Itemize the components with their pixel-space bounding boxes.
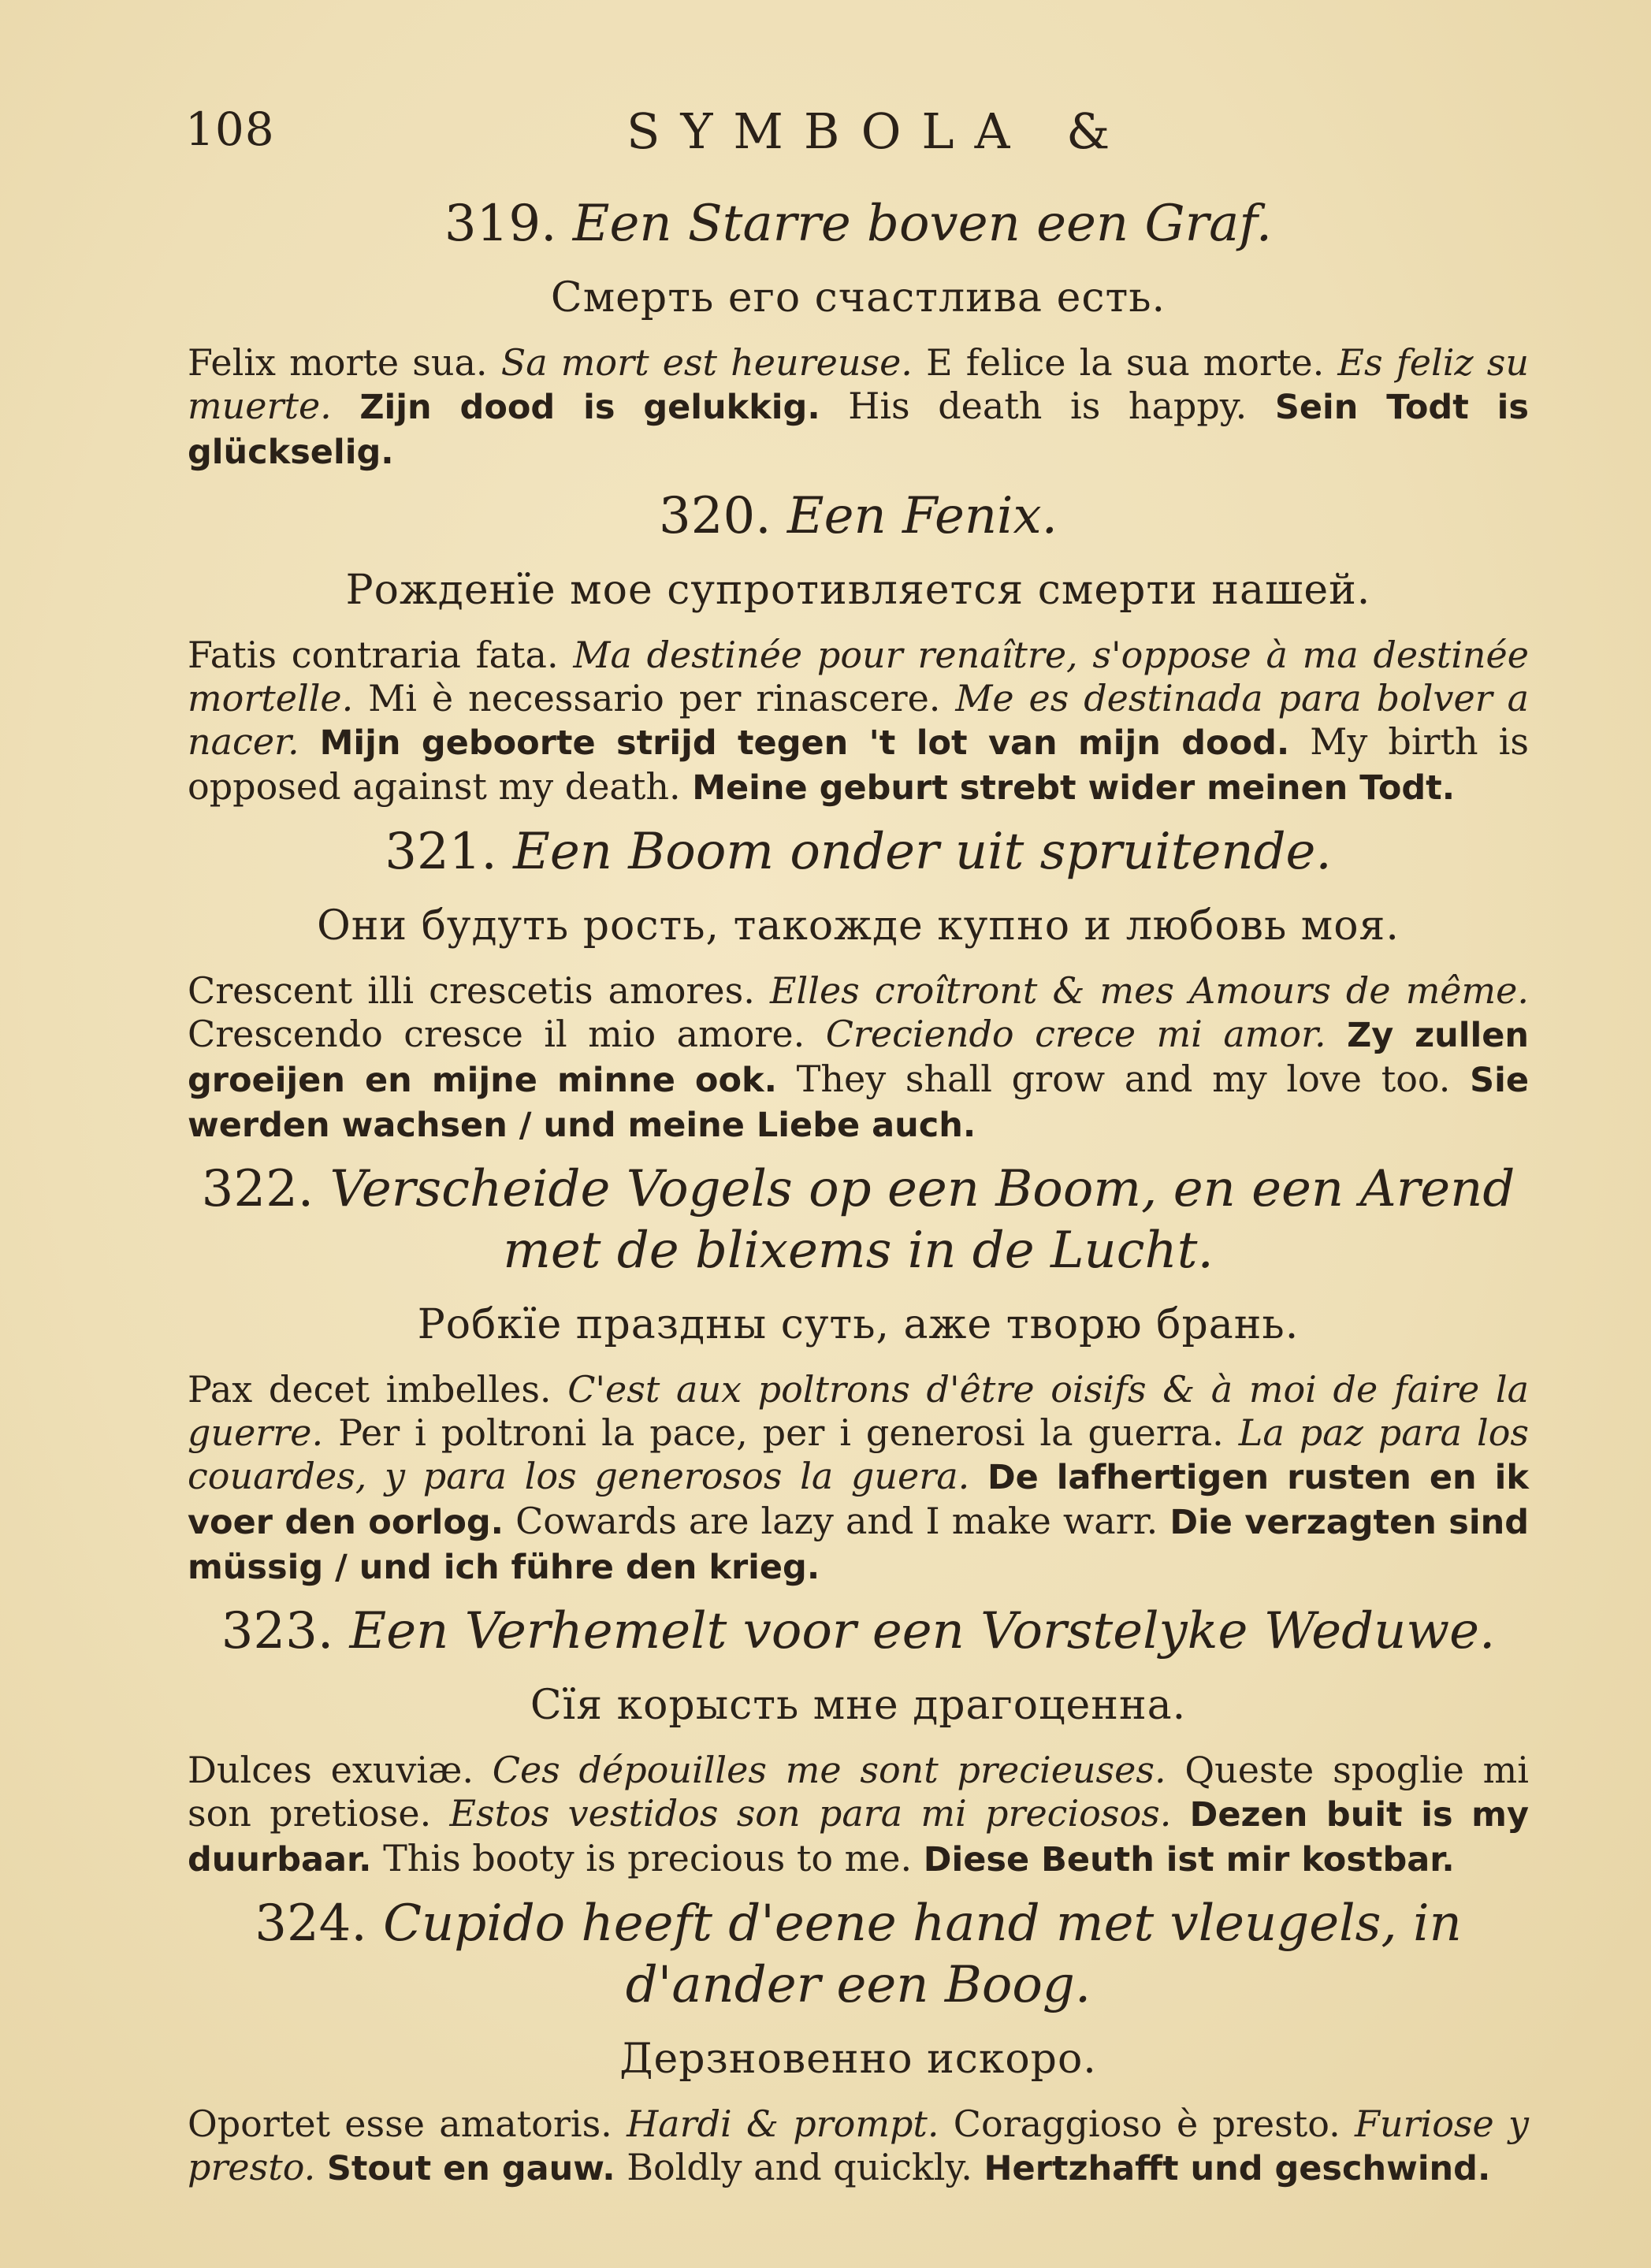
spanish-text: Creciendo crece mi amor. (825, 1013, 1326, 1055)
page-body (188, 193, 1529, 2202)
spanish-text: Me es destinada para bolver a nacer. (188, 677, 1530, 763)
emblem-heading (188, 1601, 1529, 1662)
slavonic-motto: Рожденїе мое супротивляется смерти нашей. (345, 567, 1371, 614)
emblem-heading (188, 193, 1529, 255)
page-number: 108 (185, 102, 275, 156)
emblem-title: Een Verhemelt voor een Vorstelyke Weduwe. (349, 1602, 1496, 1660)
slavonic-motto: Смерть его счастлива есть. (550, 274, 1166, 322)
german-text: Sie werden wachsen / und meine Liebe auch. (188, 1061, 1530, 1145)
italian-text: Mi è necessario per rinascere. (368, 677, 941, 719)
english-text: They shall grow and my love too. (796, 1058, 1451, 1100)
running-title: SYMBOLA & (627, 102, 1131, 160)
emblem-number: 323. (221, 1602, 334, 1660)
french-text: Ces dépouilles me sont precieuses. (492, 1749, 1166, 1791)
translations (188, 969, 1529, 1147)
latin-text: Crescent illi crescetis amores. (188, 969, 755, 1012)
slavonic-motto: Робкїе праздны суть, аже творю брань. (417, 1301, 1300, 1348)
dutch-text: Zy zullen groeijen en mijne minne ook. (188, 1016, 1530, 1100)
emblem-number: 319. (444, 195, 557, 253)
italian-text: Per i poltroni la pace, per i generosi la guerra. (338, 1411, 1224, 1454)
emblem-entry (188, 193, 1529, 474)
english-text: My birth is opposed against my death. (188, 720, 1529, 808)
emblem-number: 324. (255, 1894, 367, 1953)
french-text: Ma destinée pour renaître, s'oppose à ma destinée mortelle. (188, 634, 1530, 719)
spanish-text: La paz para los couardes, y para los generosos la guera. (188, 1411, 1530, 1497)
french-text: Sa mort est heureuse. (500, 341, 913, 384)
spanish-text: Estos vestidos son para mi preciosos. (449, 1792, 1172, 1835)
dutch-text: Dezen buit is my duurbaar. (188, 1795, 1529, 1879)
emblem-heading (188, 1893, 1529, 2016)
german-text: Hertzhafft und geschwind. (984, 2149, 1491, 2188)
slavonic-motto: Сїя корысть мне драгоценна. (530, 1682, 1187, 1729)
latin-text: Pax decet imbelles. (188, 1368, 552, 1411)
slavonic-motto: Дерзновенно искоро. (619, 2036, 1097, 2083)
english-text: Cowards are lazy and I make warr. (515, 1500, 1158, 1542)
emblem-number: 322. (201, 1160, 314, 1218)
dutch-text: Mijn geboorte strijd tegen 't lot van mijn dood. (319, 723, 1290, 763)
latin-text: Dulces exuviæ. (188, 1749, 474, 1791)
spanish-text: Furiose y presto. (188, 2103, 1530, 2188)
french-text: Elles croîtront & mes Amours de même. (769, 969, 1529, 1012)
emblem-entry (188, 1158, 1529, 1589)
italian-text: Queste spoglie mi son pretiose. (188, 1749, 1530, 1835)
emblem-number: 321. (385, 823, 497, 881)
german-text: Die verzagten sind müssig / und ich führe den krieg. (188, 1503, 1530, 1587)
italian-text: Coraggioso è presto. (953, 2103, 1341, 2145)
emblem-title: Cupido heeft d'eene hand met vleugels, in d'ander een Boog. (383, 1894, 1462, 2014)
german-text: Sein Todt is glückselig. (188, 388, 1529, 472)
emblem-heading (188, 485, 1529, 547)
german-text: Meine geburt strebt wider meinen Todt. (692, 768, 1456, 808)
german-text: Diese Beuth ist mir kostbar. (923, 1840, 1455, 1879)
emblem-entry (188, 1893, 1529, 2191)
latin-text: Fatis contraria fata. (188, 634, 559, 676)
emblem-title: Een Starre boven een Graf. (572, 195, 1273, 253)
emblem-title: Een Boom onder uit spruitende. (513, 823, 1332, 881)
emblem-title: Verscheide Vogels op een Boom, en een Arend met de blixems in de Lucht. (329, 1160, 1515, 1280)
english-text: Boldly and quickly. (627, 2146, 972, 2188)
page-header (185, 102, 1525, 165)
latin-text: Felix morte sua. (188, 341, 488, 384)
emblem-title: Een Fenix. (786, 487, 1058, 545)
english-text: His death is happy. (848, 385, 1248, 427)
translations (188, 341, 1529, 474)
french-text: C'est aux poltrons d'être oisifs & à moi de faire la guerre. (188, 1368, 1530, 1454)
emblem-number: 320. (659, 487, 772, 545)
dutch-text: Zijn dood is gelukkig. (359, 388, 820, 427)
latin-text: Oportet esse amatoris. (188, 2103, 612, 2145)
translations (188, 1368, 1529, 1589)
emblem-entry (188, 485, 1529, 810)
italian-text: E felice la sua morte. (926, 341, 1325, 384)
translations (188, 634, 1529, 810)
dutch-text: Stout en gauw. (326, 2149, 615, 2188)
spanish-text: Es feliz su muerte. (188, 341, 1530, 427)
english-text: This booty is precious to me. (383, 1837, 913, 1879)
emblem-heading (188, 821, 1529, 883)
italian-text: Crescendo cresce il mio amore. (188, 1013, 805, 1055)
emblem-entry (188, 1601, 1529, 1882)
emblem-entry (188, 821, 1529, 1147)
slavonic-motto: Они будуть рость, такожде купно и любовь моя. (317, 902, 1400, 950)
dutch-text: De lafhertigen rusten en ik voer den oorlog. (188, 1458, 1530, 1542)
french-text: Hardi & prompt. (627, 2103, 939, 2145)
emblem-heading (188, 1158, 1529, 1281)
translations (188, 1749, 1529, 1882)
translations (188, 2103, 1529, 2191)
